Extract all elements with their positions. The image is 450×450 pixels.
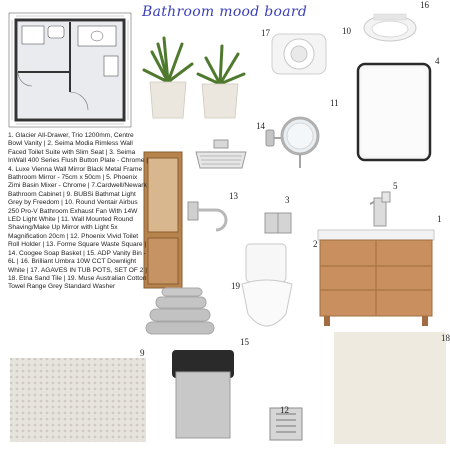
bathroom-cabinet-image bbox=[142, 150, 184, 290]
product-description: 1. Glacier All-Drawer, Trio 1200mm, Centre Bowl Vanity | 2. Seima Modia Rimless Wall Faced Toilet Suite with Slim Seat | 3. Seima InWall 400 Series Flush Button Plate - Chrome | 4. Luxe Vienna Wall Mirror Black Metal Frame Bathroom Mirror - 75cm x 50cm | 5. Phoenix Zimi Basin Mixer - Chrome | 7.Cardwell/Newark Bathroom Cabinet | 9. BUBSi Bathmat Light Grey by Freedom | 10. Round Ventair Airbus 250 Pro-V Bathroom Exhaust Fan With 14W LED Light White | 11. Wall Mounted Round Shaving/Make Up Mirror with Light 5x Magnification 20cm | 12. Phoenix Vivid Toilet Roll Holder | 13. Forme Square Waste Square | 14. Coogee Soap Basket | 15. ADP Vanity Bin - 6L | 16. Brilliant Umbra 10W CCT Downlight White | 17. AGAVES IN TUB POTS, SET OF 2 | 18. Etna Sand Tile | 19. Muse Australian Cotton Towel Range Grey Standard Washer bbox=[8, 132, 148, 291]
label-4: 4 bbox=[435, 56, 440, 66]
toilet-roll-holder-image bbox=[186, 196, 236, 234]
label-15: 15 bbox=[240, 337, 249, 347]
label-14: 14 bbox=[256, 121, 265, 131]
towel-stack-image bbox=[142, 286, 218, 336]
toilet-image bbox=[236, 242, 298, 342]
soap-basket-image bbox=[190, 138, 252, 172]
vanity-bin-image bbox=[168, 346, 238, 444]
label-10: 10 bbox=[342, 26, 351, 36]
label-9: 9 bbox=[140, 348, 145, 358]
label-18: 18 bbox=[441, 333, 450, 343]
label-11: 11 bbox=[330, 98, 339, 108]
basin-mixer-image bbox=[368, 188, 396, 228]
label-16: 16 bbox=[420, 0, 429, 10]
sand-tile-image bbox=[334, 332, 446, 444]
label-13: 12 bbox=[280, 405, 289, 415]
label-17: 17 bbox=[261, 28, 270, 38]
wall-mirror-image bbox=[356, 62, 432, 162]
flush-button-image bbox=[264, 210, 292, 236]
downlight-image bbox=[362, 8, 418, 44]
label-1: 1 bbox=[437, 214, 442, 224]
label-2: 2 bbox=[313, 239, 318, 249]
label-19: 19 bbox=[231, 281, 240, 291]
label-3: 3 bbox=[285, 195, 290, 205]
agave-plants-image bbox=[138, 30, 250, 122]
vanity-image bbox=[316, 228, 436, 328]
label-5: 5 bbox=[393, 181, 398, 191]
board-title: Bathroom mood board bbox=[142, 4, 308, 20]
exhaust-fan-image bbox=[270, 28, 328, 78]
label-12: 13 bbox=[229, 191, 238, 201]
shaving-mirror-image bbox=[264, 106, 320, 174]
floor-plan bbox=[8, 12, 132, 128]
bath-mat-image bbox=[8, 356, 148, 444]
